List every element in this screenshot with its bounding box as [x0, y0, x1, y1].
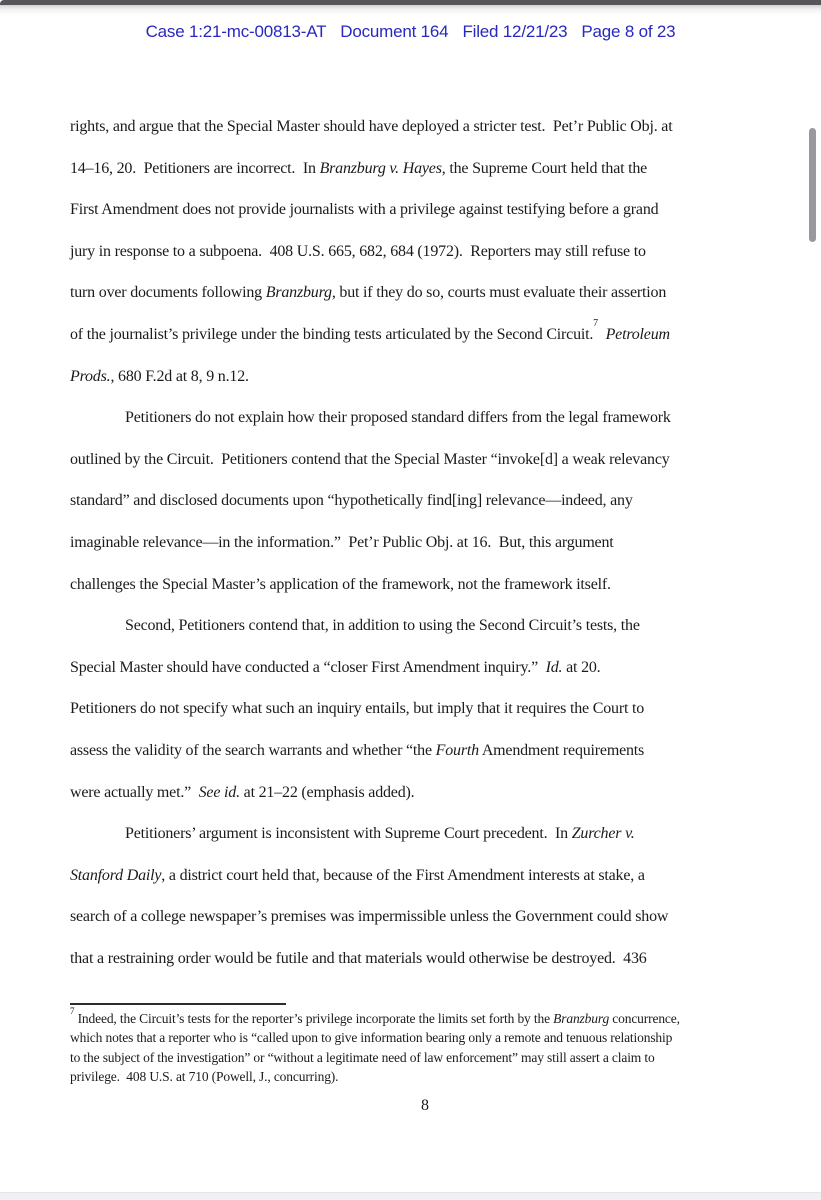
text-line: turn over documents following Branzburg, but if they do so, courts must evaluate their assertion	[70, 284, 667, 302]
caption-page-count: Page 8 of 23	[581, 22, 676, 41]
text-line: were actually met.” See id. at 21–22 (emphasis added).	[70, 783, 415, 801]
text-line: to the subject of the investigation” or “without a legitimate need of law enforcement” may still assert a claim to	[70, 1049, 655, 1065]
text-line: $^7$ Indeed, the Circuit’s tests for the reporter’s privilege incorporate the limits set forth by the Branzburg concurrence,	[70, 1005, 680, 1026]
text-line: Petitioners do not explain how their proposed standard differs from the legal framework	[125, 409, 671, 427]
text-line: Prods., 680 F.2d at 8, 9 n.12.	[70, 367, 249, 385]
text-line: Second, Petitioners contend that, in addition to using the Second Circuit’s tests, the	[125, 617, 640, 635]
footnote-separator	[70, 1003, 286, 1005]
text-line: jury in response to a subpoena. 408 U.S. 665, 682, 684 (1972). Reporters may still refuse to	[70, 242, 646, 260]
window-bottom-bar	[0, 1192, 821, 1200]
caption-document-number: Document 164	[340, 22, 449, 41]
text-line: Special Master should have conducted a “closer First Amendment inquiry.” Id. at 20.	[70, 658, 601, 676]
scrollbar-thumb[interactable]	[809, 128, 816, 242]
window-top-shadow	[0, 5, 821, 15]
text-line: privilege. 408 U.S. at 710 (Powell, J., concurring).	[70, 1068, 339, 1084]
page-number: 8	[421, 1097, 429, 1114]
caption-case-number: Case 1:21-mc-00813-AT	[145, 22, 327, 41]
text-line: which notes that a reporter who is “called upon to give information bearing only a remote and tenuous relationship	[70, 1030, 673, 1046]
text-line: standard” and disclosed documents upon “hypothetically find[ing] relevance—indeed, any	[70, 492, 633, 510]
case-caption	[0, 22, 821, 42]
text-line: challenges the Special Master’s application of the framework, not the framework itself.	[70, 575, 611, 593]
text-line: search of a college newspaper’s premises was impermissible unless the Government could show	[70, 908, 669, 926]
text-line: 14–16, 20. Petitioners are incorrect. In Branzburg v. Hayes, the Supreme Court held that the	[70, 159, 648, 177]
document-body-text	[70, 106, 810, 979]
text-line: of the journalist’s privilege under the binding tests articulated by the Second Circuit.$^7$ Petroleum	[70, 317, 670, 343]
text-line: rights, and argue that the Special Master should have deployed a stricter test. Pet’r Public Obj. at	[70, 118, 673, 135]
text-line: Stanford Daily, a district court held that, because of the First Amendment interests at stake, a	[70, 866, 645, 884]
footnote-text	[70, 1005, 810, 1086]
text-line: assess the validity of the search warrants and whether “the Fourth Amendment requirements	[70, 741, 645, 759]
text-line: Petitioners do not specify what such an inquiry entails, but imply that it requires the Court to	[70, 700, 645, 718]
text-line: First Amendment does not provide journalists with a privilege against testifying before a grand	[70, 201, 659, 219]
caption-filed-date: Filed 12/21/23	[462, 22, 568, 41]
text-line: outlined by the Circuit. Petitioners contend that the Special Master “invoke[d] a weak relevancy	[70, 450, 670, 468]
text-line: that a restraining order would be futile and that materials would otherwise be destroyed. 436	[70, 949, 647, 967]
text-line: imaginable relevance—in the information.” Pet’r Public Obj. at 16. But, this argument	[70, 533, 614, 551]
text-line: Petitioners’ argument is inconsistent with Supreme Court precedent. In Zurcher v.	[125, 825, 635, 843]
